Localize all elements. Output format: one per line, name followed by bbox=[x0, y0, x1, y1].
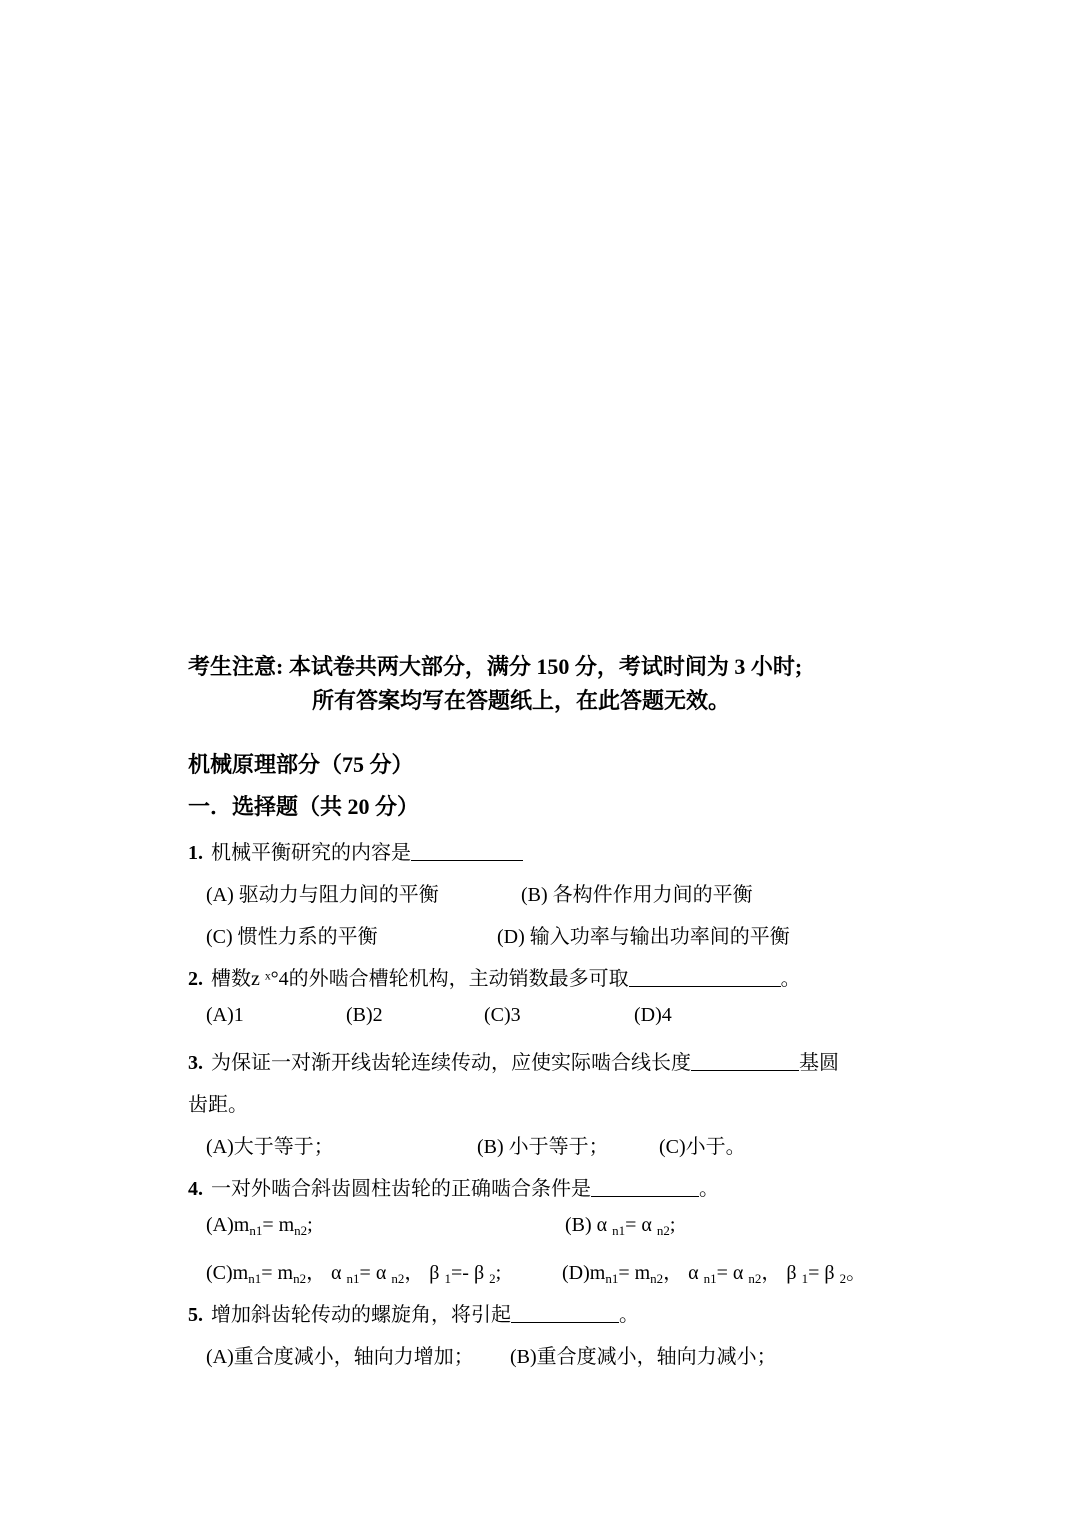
option-b: (B) α $_{n1}$= α $_{n2}$; bbox=[565, 1214, 676, 1238]
question-text: 一对外啮合斜齿圆柱齿轮的正确啮合条件是 bbox=[211, 1178, 591, 1200]
question-end: 。 bbox=[780, 968, 801, 990]
option-c: (C)3 bbox=[484, 1004, 521, 1026]
answer-blank bbox=[629, 966, 781, 987]
option-b: (B) 各构件作用力间的平衡 bbox=[521, 884, 753, 906]
question-number: 3. bbox=[188, 1052, 203, 1074]
question-end: 。 bbox=[699, 1178, 719, 1200]
option-a: (A)重合度减小，轴向力增加； bbox=[206, 1346, 474, 1368]
option-d: (D) 输入功率与输出功率间的平衡 bbox=[497, 926, 790, 948]
question-4 bbox=[188, 1172, 719, 1201]
question-number: 5. bbox=[188, 1304, 203, 1326]
question-end: 。 bbox=[619, 1304, 639, 1326]
question-text: 槽数z ˣ°4的外啮合槽轮机构，主动销数最多可取 bbox=[211, 968, 629, 990]
answer-blank bbox=[691, 1050, 799, 1071]
option-d: (D)4 bbox=[634, 1004, 672, 1026]
option-b: (B)重合度减小，轴向力减小； bbox=[510, 1346, 777, 1368]
question-text: 为保证一对渐开线齿轮连续传动，应使实际啮合线长度 bbox=[211, 1052, 691, 1074]
option-a: (A)大于等于； bbox=[206, 1136, 334, 1158]
question-text-after: 基圆 bbox=[799, 1052, 839, 1074]
part-title: 一．选择题（共 20 分） bbox=[188, 794, 420, 819]
question-3-continued: 齿距。 bbox=[188, 1094, 248, 1116]
answer-blank bbox=[411, 840, 523, 861]
option-c: (C)小于。 bbox=[659, 1136, 746, 1158]
question-5 bbox=[188, 1298, 639, 1327]
option-a: $(A)m_{n1}= m_{n2}$; bbox=[206, 1214, 313, 1238]
notice-line-2: 所有答案均写在答题纸上，在此答题无效。 bbox=[312, 688, 731, 713]
notice-line-1: 考生注意: 本试卷共两大部分，满分 150 分，考试时间为 3 小时; bbox=[188, 654, 803, 679]
question-text: 机械平衡研究的内容是 bbox=[211, 842, 411, 864]
option-c: $(C)m_{n1}= m_{n2}$， α $_{n1}$= α $_{n2}$， β $_1$=- β $_2$; bbox=[206, 1262, 502, 1286]
question-1 bbox=[188, 836, 523, 865]
answer-blank bbox=[511, 1302, 619, 1323]
question-3 bbox=[188, 1046, 839, 1075]
option-c: (C) 惯性力系的平衡 bbox=[206, 926, 378, 948]
option-a: (A) 驱动力与阻力间的平衡 bbox=[206, 884, 439, 906]
question-number: 4. bbox=[188, 1178, 203, 1200]
option-a: (A)1 bbox=[206, 1004, 244, 1026]
option-b: (B)2 bbox=[346, 1004, 383, 1026]
question-number: 1. bbox=[188, 842, 203, 864]
option-b: (B) 小于等于； bbox=[477, 1136, 609, 1158]
question-2 bbox=[188, 962, 801, 991]
question-text: 增加斜齿轮传动的螺旋角，将引起 bbox=[211, 1304, 511, 1326]
question-number: 2. bbox=[188, 968, 203, 990]
answer-blank bbox=[591, 1176, 699, 1197]
option-d: $(D)m_{n1}= m_{n2}$， α $_{n1}$= α $_{n2}$， β $_1$= β $_2$。 bbox=[562, 1262, 867, 1286]
section-title: 机械原理部分（75 分） bbox=[188, 752, 414, 777]
